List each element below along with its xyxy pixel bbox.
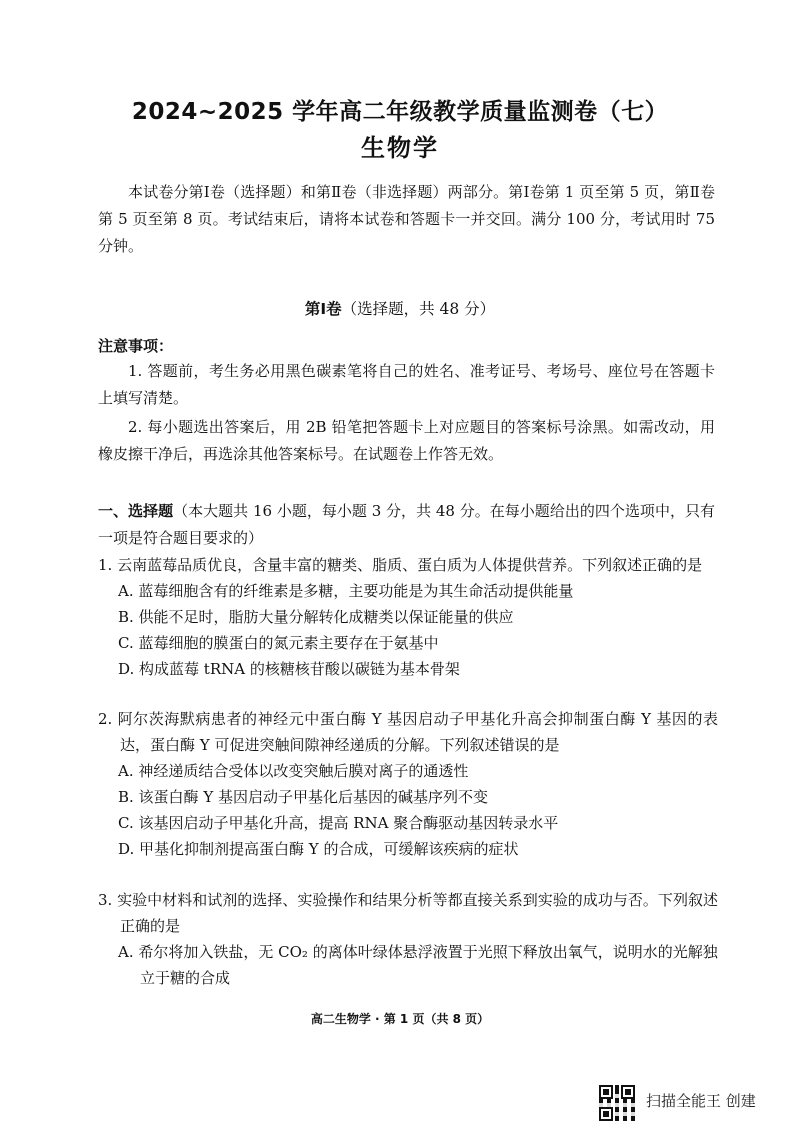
option-d: D. 构成蓝莓 tRNA 的核糖核苷酸以碳链为基本骨架 — [118, 660, 460, 678]
option-d: D. 甲基化抑制剂提高蛋白酶 Y 的合成，可缓解该疾病的症状 — [118, 840, 519, 858]
qr-corner — [621, 1085, 635, 1099]
option-c: C. 蓝莓细胞的膜蛋白的氮元素主要存在于氨基中 — [118, 634, 439, 652]
section-label: 第Ⅰ卷 — [304, 300, 342, 318]
question-2 — [98, 706, 718, 862]
section-desc: （选择题，共 48 分） — [341, 300, 496, 318]
part-label: 一、选择题 — [98, 502, 174, 520]
question-3 — [98, 887, 718, 991]
option-a: A. 希尔将加入铁盐，无 CO₂ 的离体叶绿体悬浮液置于光照下释放出氧气，说明水的光解独立于糖的合成 — [118, 943, 718, 987]
section-heading — [0, 297, 800, 319]
part-desc: （本大题共 16 小题，每小题 3 分，共 48 分。在每小题给出的四个选项中，只有一项是符合题目要求的） — [98, 502, 715, 547]
subject-title: 生物学 — [361, 134, 439, 162]
notice-item: 1. 答题前，考生务必用黑色碳素笔将自己的姓名、准考证号、考场号、座位号在答题卡上填写清楚。 — [98, 362, 715, 407]
notice-heading: 注意事项： — [98, 337, 174, 355]
intro-paragraph: 本试卷分第Ⅰ卷（选择题）和第Ⅱ卷（非选择题）两部分。第Ⅰ卷第 1 页至第 5 页，第Ⅱ卷第 5 页至第 8 页。考试结束后，请将本试卷和答题卡一并交回。满分 100 分，考试用时 75 分钟。 — [98, 183, 715, 255]
option-c: C. 该基因启动子甲基化升高，提高 RNA 聚合酶驱动基因转录水平 — [118, 814, 559, 832]
option-b: B. 该蛋白酶 Y 基因启动子甲基化后基因的碱基序列不变 — [118, 788, 488, 806]
question-stem: 3. 实验中材料和试剂的选择、实验操作和结果分析等都直接关系到实验的成功与否。下列叙述正确的是 — [98, 891, 718, 935]
option-a: A. 神经递质结合受体以改变突触后膜对离子的通透性 — [118, 762, 469, 780]
question-stem: 1. 云南蓝莓品质优良，含量丰富的糖类、脂质、蛋白质为人体提供营养。下列叙述正确的是 — [98, 556, 703, 574]
notice-item: 2. 每小题选出答案后，用 2B 铅笔把答题卡上对应题目的答案标号涂黑。如需改动，用橡皮擦干净后，再选涂其他答案标号。在试题卷上作答无效。 — [98, 418, 715, 463]
page-footer: 高二生物学 · 第 1 页（共 8 页） — [310, 1012, 490, 1026]
option-a: A. 蓝莓细胞含有的纤维素是多糖，主要功能是为其生命活动提供能量 — [118, 582, 574, 600]
exam-title: 2024~2025 学年高二年级教学质量监测卷（七） — [131, 99, 669, 125]
question-stem: 2. 阿尔茨海默病患者的神经元中蛋白酶 Y 基因启动子甲基化升高会抑制蛋白酶 Y 基因的表达，蛋白酶 Y 可促进突触间隙神经递质的分解。下列叙述错误的是 — [98, 710, 718, 754]
option-b: B. 供能不足时，脂肪大量分解转化成糖类以保证能量的供应 — [118, 608, 514, 626]
qr-code-icon — [599, 1085, 635, 1121]
qr-corner — [599, 1085, 613, 1099]
qr-corner — [599, 1107, 613, 1121]
watermark-text: 扫描全能王 创建 — [646, 1092, 756, 1110]
question-1 — [98, 552, 718, 682]
part-heading — [98, 498, 715, 552]
